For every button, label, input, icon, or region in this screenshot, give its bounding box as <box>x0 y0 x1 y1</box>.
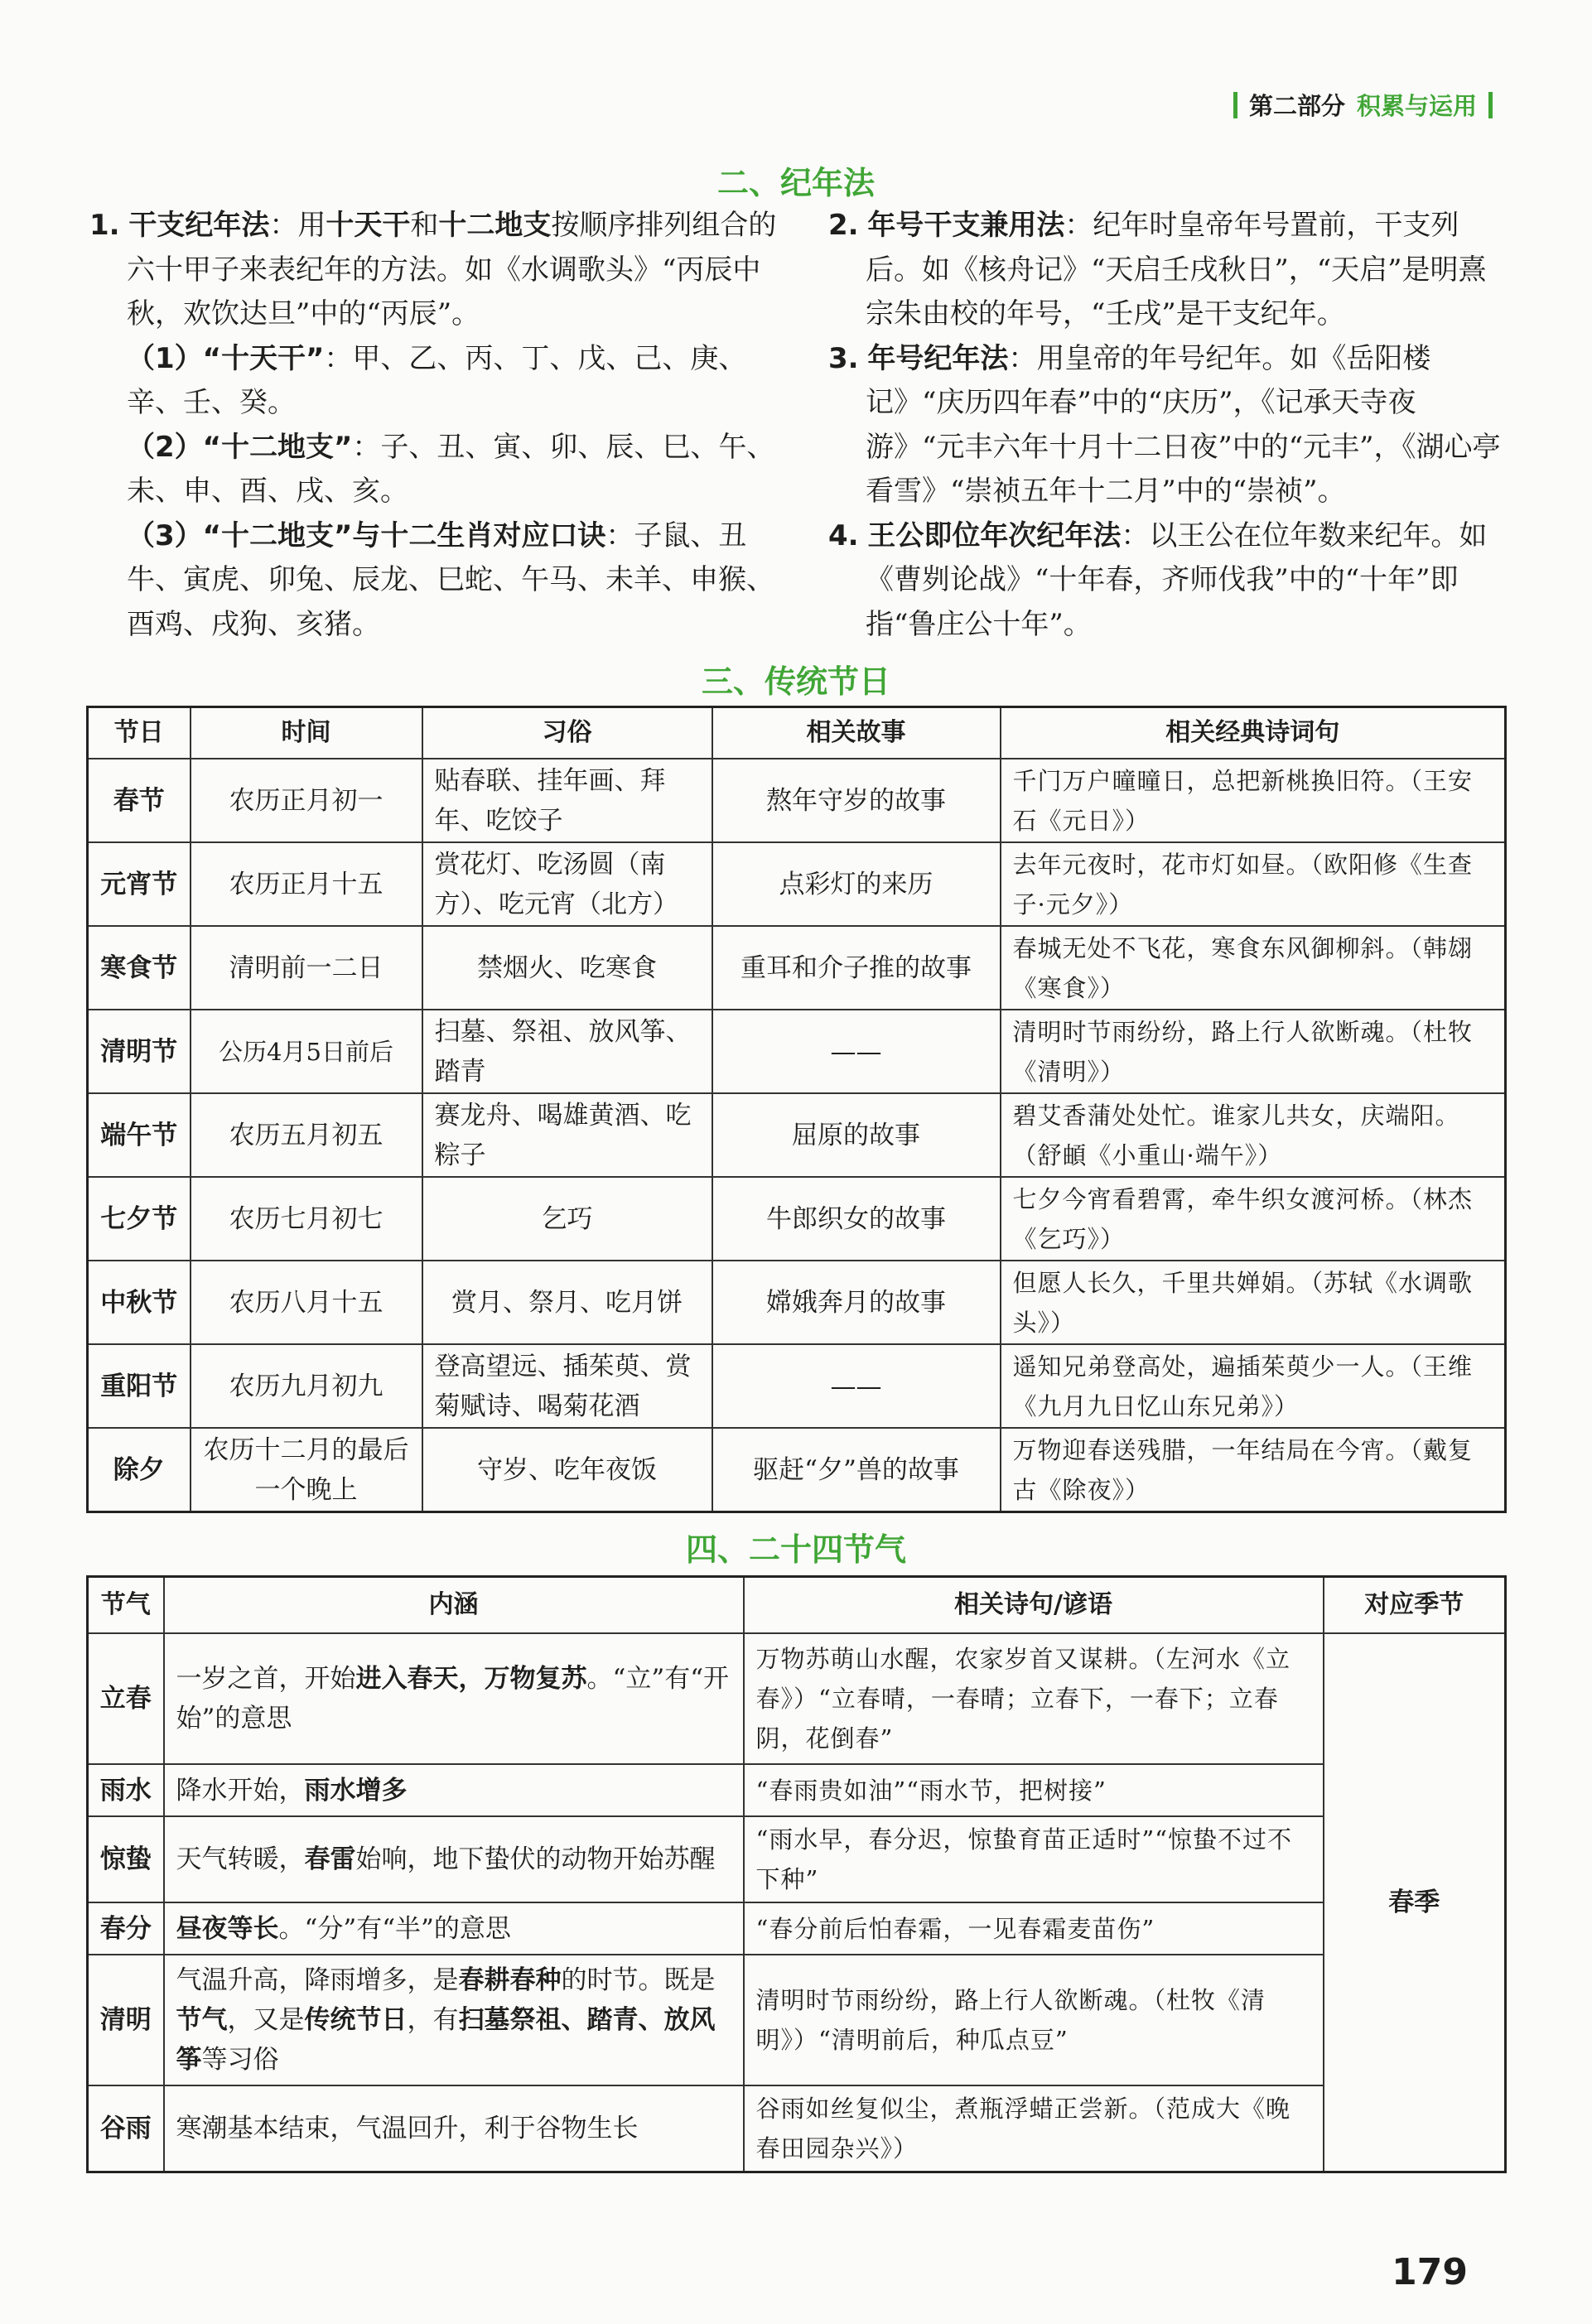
table-header-row <box>88 707 1506 759</box>
table-row <box>88 1816 1506 1902</box>
table-row <box>88 1902 1506 1955</box>
table-row <box>88 2085 1506 2172</box>
item-text: ：以王公在位年数来纪年。如《曹刿论战》“十年春，齐师伐我”中的“十年”即指“鲁庄公十年”。 <box>866 518 1488 641</box>
meaning-text: 的时节。既是 <box>561 1965 716 1995</box>
meaning-text: ，又是 <box>227 2005 305 2035</box>
festivals-table <box>86 706 1507 1513</box>
festival-name: 除夕 <box>88 1428 191 1512</box>
festival-name: 寒食节 <box>88 926 191 1010</box>
column-header: 时间 <box>191 707 422 759</box>
table-row <box>88 759 1506 842</box>
festival-story: 熬年守岁的故事 <box>712 759 1001 842</box>
term-poem: “雨水早，春分迟，惊蛰育苗正适时”“惊蛰不过不下种” <box>744 1816 1324 1902</box>
calendar-left-column <box>89 204 785 647</box>
festival-name: 重阳节 <box>88 1344 191 1428</box>
festival-story: —— <box>712 1010 1001 1093</box>
term-name: 雨水 <box>88 1764 164 1816</box>
festival-custom: 赏月、祭月、吃月饼 <box>422 1261 712 1344</box>
festival-story: 屈原的故事 <box>712 1093 1001 1177</box>
item-text: 和 <box>410 209 439 242</box>
table-row <box>88 1010 1506 1093</box>
calendar-item-2 <box>828 204 1503 337</box>
calendar-sub-1 <box>89 337 785 426</box>
column-header: 内涵 <box>164 1577 744 1634</box>
calendar-sub-2 <box>89 426 785 514</box>
meaning-key: 传统节日 <box>304 2005 408 2035</box>
table-row <box>88 1955 1506 2085</box>
festival-story: —— <box>712 1344 1001 1428</box>
festival-poem: 碧艾香蒲处处忙。谁家儿共女，庆端阳。（舒頔《小重山·端午》） <box>1001 1093 1506 1177</box>
calendar-item-1 <box>89 204 785 337</box>
item-term: 十二地支 <box>438 209 552 242</box>
sub-label: （1）“十天干” <box>127 341 325 375</box>
calendar-right-column <box>828 204 1503 647</box>
meaning-key: 昼夜等长 <box>176 1913 279 1944</box>
term-poem: 谷雨如丝复似尘，煮瓶浮蜡正尝新。（范成大《晚春田园杂兴》） <box>744 2085 1324 2172</box>
page-number: 179 <box>1392 2251 1468 2293</box>
festival-custom: 赛龙舟、喝雄黄酒、吃粽子 <box>422 1093 712 1177</box>
festival-name: 七夕节 <box>88 1177 191 1261</box>
table-header-row <box>88 1577 1506 1634</box>
festival-story: 嫦娥奔月的故事 <box>712 1261 1001 1344</box>
festival-time: 农历九月初九 <box>191 1344 422 1428</box>
term-meaning <box>164 2085 744 2172</box>
item-number: 2. <box>828 209 859 242</box>
table-row <box>88 1261 1506 1344</box>
header-divider <box>1488 92 1493 118</box>
column-header: 相关经典诗词句 <box>1001 707 1506 759</box>
term-poem: “春分前后怕春霜，一见春霜麦苗伤” <box>744 1902 1324 1955</box>
sub-text: ：子鼠、丑牛、寅虎、卯兔、辰龙、巳蛇、午马、未羊、申猴、酉鸡、戌狗、亥猪。 <box>127 518 774 641</box>
item-term: 年号纪年法 <box>867 341 1009 375</box>
meaning-text: 降水开始， <box>176 1775 305 1806</box>
meaning-text: 等习俗 <box>201 2045 279 2075</box>
season-label: 春季 <box>1324 1633 1506 2172</box>
festival-custom: 禁烟火、吃寒食 <box>422 926 712 1010</box>
item-text: ：用皇帝的年号纪年。如《岳阳楼记》“庆历四年春”中的“庆历”，《记承天寺夜游》“元丰六年十月十二日夜”中的“元丰”，《湖心亭看雪》“崇祯五年十二月”中的“崇祯”。 <box>866 341 1501 508</box>
festival-custom: 扫墓、祭祖、放风筝、踏青 <box>422 1010 712 1093</box>
term-meaning <box>164 1633 744 1764</box>
festival-time: 农历八月十五 <box>191 1261 422 1344</box>
table-row <box>88 1428 1506 1512</box>
table-row <box>88 1177 1506 1261</box>
meaning-key: 节气 <box>176 2005 228 2035</box>
festival-poem: 春城无处不飞花，寒食东风御柳斜。（韩翃《寒食》） <box>1001 926 1506 1010</box>
sub-label: （3）“十二地支”与十二生肖对应口诀 <box>127 518 606 552</box>
term-meaning <box>164 1764 744 1816</box>
festival-time: 公历4月5日前后 <box>191 1010 422 1093</box>
festival-poem: 清明时节雨纷纷，路上行人欲断魂。（杜牧《清明》） <box>1001 1010 1506 1093</box>
term-name: 清明 <box>88 1955 164 2085</box>
item-text: ：纪年时皇帝年号置前，干支列后。如《核舟记》“天启壬戌秋日”，“天启”是明熹宗朱由校的年号，“壬戌”是干支纪年。 <box>866 209 1487 330</box>
item-term: 年号干支兼用法 <box>867 209 1065 242</box>
header-divider <box>1233 92 1237 118</box>
column-header: 习俗 <box>422 707 712 759</box>
meaning-text: 一岁之首，开始 <box>176 1664 356 1694</box>
meaning-key: 春耕春种 <box>458 1965 562 1995</box>
festival-name: 清明节 <box>88 1010 191 1093</box>
festival-name: 元宵节 <box>88 842 191 926</box>
festival-custom: 登高望远、插茱萸、赏菊赋诗、喝菊花酒 <box>422 1344 712 1428</box>
solar-terms-table <box>86 1575 1507 2173</box>
table-row <box>88 842 1506 926</box>
table-row <box>88 1093 1506 1177</box>
table-row <box>88 1764 1506 1816</box>
item-term: 十天干 <box>326 209 411 242</box>
meaning-text: ，有 <box>407 2005 459 2035</box>
term-poem: 清明时节雨纷纷，路上行人欲断魂。（杜牧《清明》）“清明前后，种瓜点豆” <box>744 1955 1324 2085</box>
meaning-key: 进入春天，万物复苏 <box>355 1664 587 1694</box>
calendar-sub-3 <box>89 514 785 648</box>
column-header: 节日 <box>88 707 191 759</box>
festival-time: 农历五月初五 <box>191 1093 422 1177</box>
festival-time: 农历正月初一 <box>191 759 422 842</box>
sub-text: ：甲、乙、丙、丁、戊、己、庚、辛、壬、癸。 <box>127 341 747 419</box>
column-header: 相关故事 <box>712 707 1001 759</box>
festival-poem: 七夕今宵看碧霄，牵牛织女渡河桥。（林杰《乞巧》） <box>1001 1177 1506 1261</box>
column-header: 对应季节 <box>1324 1577 1506 1634</box>
festival-custom: 乞巧 <box>422 1177 712 1261</box>
meaning-key: 扫墓祭祖、踏青、放风筝 <box>176 2005 716 2075</box>
item-number: 1. <box>89 209 120 242</box>
section-title-solar-terms: 四、二十四节气 <box>685 1531 906 1568</box>
header-section: 积累与运用 <box>1356 92 1477 120</box>
festival-time: 清明前一二日 <box>191 926 422 1010</box>
calendar-item-3 <box>828 337 1503 514</box>
table-row <box>88 926 1506 1010</box>
festival-name: 端午节 <box>88 1093 191 1177</box>
term-poem: “春雨贵如油”“雨水节，把树接” <box>744 1764 1324 1816</box>
item-text: ：用 <box>269 209 326 242</box>
festival-story: 点彩灯的来历 <box>712 842 1001 926</box>
festival-time: 农历正月十五 <box>191 842 422 926</box>
table-row <box>88 1633 1506 1764</box>
festival-name: 中秋节 <box>88 1261 191 1344</box>
festival-time: 农历七月初七 <box>191 1177 422 1261</box>
festival-custom: 守岁、吃年夜饭 <box>422 1428 712 1512</box>
column-header: 相关诗句/谚语 <box>744 1577 1324 1634</box>
term-meaning <box>164 1955 744 2085</box>
table-row <box>88 1344 1506 1428</box>
item-number: 3. <box>828 341 859 375</box>
meaning-text: 寒潮基本结束，气温回升，利于谷物生长 <box>176 2113 639 2143</box>
term-name: 立春 <box>88 1633 164 1764</box>
festival-custom: 赏花灯、吃汤圆（南方）、吃元宵（北方） <box>422 842 712 926</box>
term-name: 春分 <box>88 1902 164 1955</box>
sub-label: （2）“十二地支” <box>127 430 353 464</box>
sub-text: ：子、丑、寅、卯、辰、巳、午、未、申、酉、戌、亥。 <box>127 430 775 508</box>
term-meaning <box>164 1816 744 1902</box>
header-part: 第二部分 <box>1248 92 1345 120</box>
festival-custom: 贴春联、挂年画、拜年、吃饺子 <box>422 759 712 842</box>
term-meaning <box>164 1902 744 1955</box>
festival-name: 春节 <box>88 759 191 842</box>
item-term: 干支纪年法 <box>128 209 270 242</box>
festival-poem: 遥知兄弟登高处，遍插茱萸少一人。（王维《九月九日忆山东兄弟》） <box>1001 1344 1506 1428</box>
meaning-text: 。“立”有“开始”的意思 <box>176 1664 730 1733</box>
term-poem: 万物苏萌山水醒，农家岁首又谋耕。（左河水《立春》）“立春晴，一春晴；立春下，一春下；立春阴，花倒春” <box>744 1633 1324 1764</box>
meaning-text: 始响，地下蛰伏的动物开始苏醒 <box>355 1844 716 1874</box>
festival-time: 农历十二月的最后一个晚上 <box>191 1428 422 1512</box>
meaning-text: 。“分”有“半”的意思 <box>278 1913 511 1944</box>
calendar-item-4 <box>828 514 1503 648</box>
festival-story: 驱赶“夕”兽的故事 <box>712 1428 1001 1512</box>
meaning-key: 雨水增多 <box>304 1775 408 1806</box>
festival-poem: 但愿人长久，千里共婵娟。（苏轼《水调歌头》） <box>1001 1261 1506 1344</box>
festival-story: 重耳和介子推的故事 <box>712 926 1001 1010</box>
term-name: 惊蛰 <box>88 1816 164 1902</box>
festival-story: 牛郎织女的故事 <box>712 1177 1001 1261</box>
column-header: 节气 <box>88 1577 164 1634</box>
section-title-calendar: 二、纪年法 <box>716 165 875 201</box>
item-term: 王公即位年次纪年法 <box>867 518 1122 552</box>
festival-poem: 千门万户曈曈日，总把新桃换旧符。（王安石《元日》） <box>1001 759 1506 842</box>
festival-poem: 万物迎春送残腊，一年结局在今宵。（戴复古《除夜》） <box>1001 1428 1506 1512</box>
festival-poem: 去年元夜时，花市灯如昼。（欧阳修《生查子·元夕》） <box>1001 842 1506 926</box>
meaning-text: 天气转暖， <box>176 1844 305 1874</box>
meaning-key: 春雷 <box>304 1844 356 1874</box>
term-name: 谷雨 <box>88 2085 164 2172</box>
meaning-text: 气温升高，降雨增多，是 <box>176 1965 459 1995</box>
section-title-festivals: 三、传统节日 <box>701 663 890 700</box>
item-number: 4. <box>828 518 859 552</box>
running-header <box>1233 88 1493 122</box>
item-text: 按顺序排列组合的六十甲子来表纪年的方法。如《水调歌头》“丙辰中秋，欢饮达旦”中的“丙辰”。 <box>127 209 777 330</box>
